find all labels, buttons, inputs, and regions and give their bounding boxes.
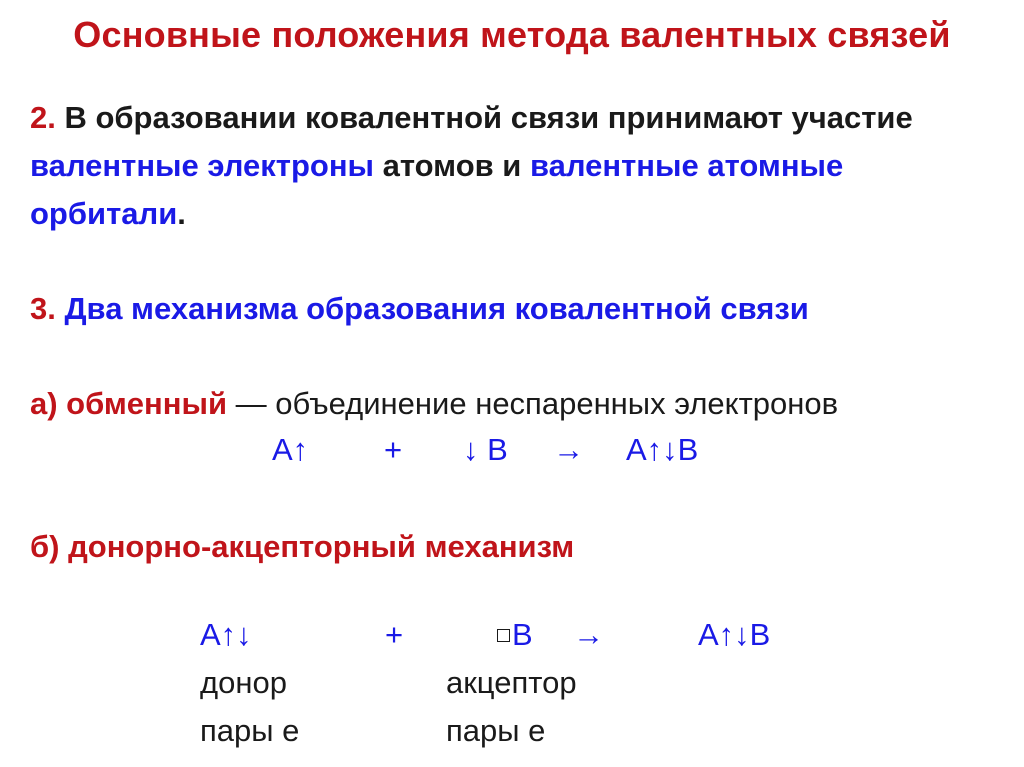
valence-electrons-term: валентные электроны	[30, 148, 375, 183]
exchange-eq-a: А↑	[272, 432, 309, 467]
acceptor-label: акцептор	[446, 665, 577, 700]
da-eq-a: А↑↓	[200, 617, 252, 652]
exchange-mechanism-description: — объединение неспаренных электронов	[227, 386, 839, 421]
exchange-eq-result: А↑↓В	[626, 432, 699, 467]
point-2-number: 2.	[30, 100, 56, 135]
exchange-eq-arrow: →	[553, 432, 584, 467]
donor-acceptor-heading	[30, 523, 990, 571]
empty-orbital-icon	[497, 629, 510, 642]
acceptor-sublabel: пары е	[446, 713, 546, 748]
da-eq-b: В	[512, 617, 533, 652]
point-3-heading	[30, 285, 990, 333]
valence-orbitals-term: валентные атомные орбитали	[30, 148, 844, 231]
point-2-text-2: атомов и	[374, 148, 530, 183]
point-3-number: 3.	[30, 291, 56, 326]
point-2-period: .	[177, 196, 186, 231]
exchange-eq-b: ↓ В	[463, 432, 508, 467]
da-eq-arrow: →	[573, 617, 604, 652]
exchange-mechanism-label: а) обменный	[30, 386, 228, 421]
point-3-text: Два механизма образования ковалентной связи	[55, 291, 809, 326]
slide-title: Основные положения метода валентных связей	[73, 14, 951, 55]
exchange-mechanism-line	[30, 380, 990, 428]
da-eq-b-group	[497, 617, 533, 653]
point-2-paragraph	[30, 94, 990, 238]
point-2-text-1: В образовании ковалентной связи принимают участие	[55, 100, 913, 135]
donor-label: донор	[200, 665, 287, 700]
da-eq-result: А↑↓В	[698, 617, 771, 652]
exchange-eq-plus: +	[384, 432, 403, 467]
da-eq-plus: +	[385, 617, 404, 652]
donor-sublabel: пары е	[200, 713, 300, 748]
donor-acceptor-label: б) донорно-акцепторный механизм	[30, 529, 575, 564]
